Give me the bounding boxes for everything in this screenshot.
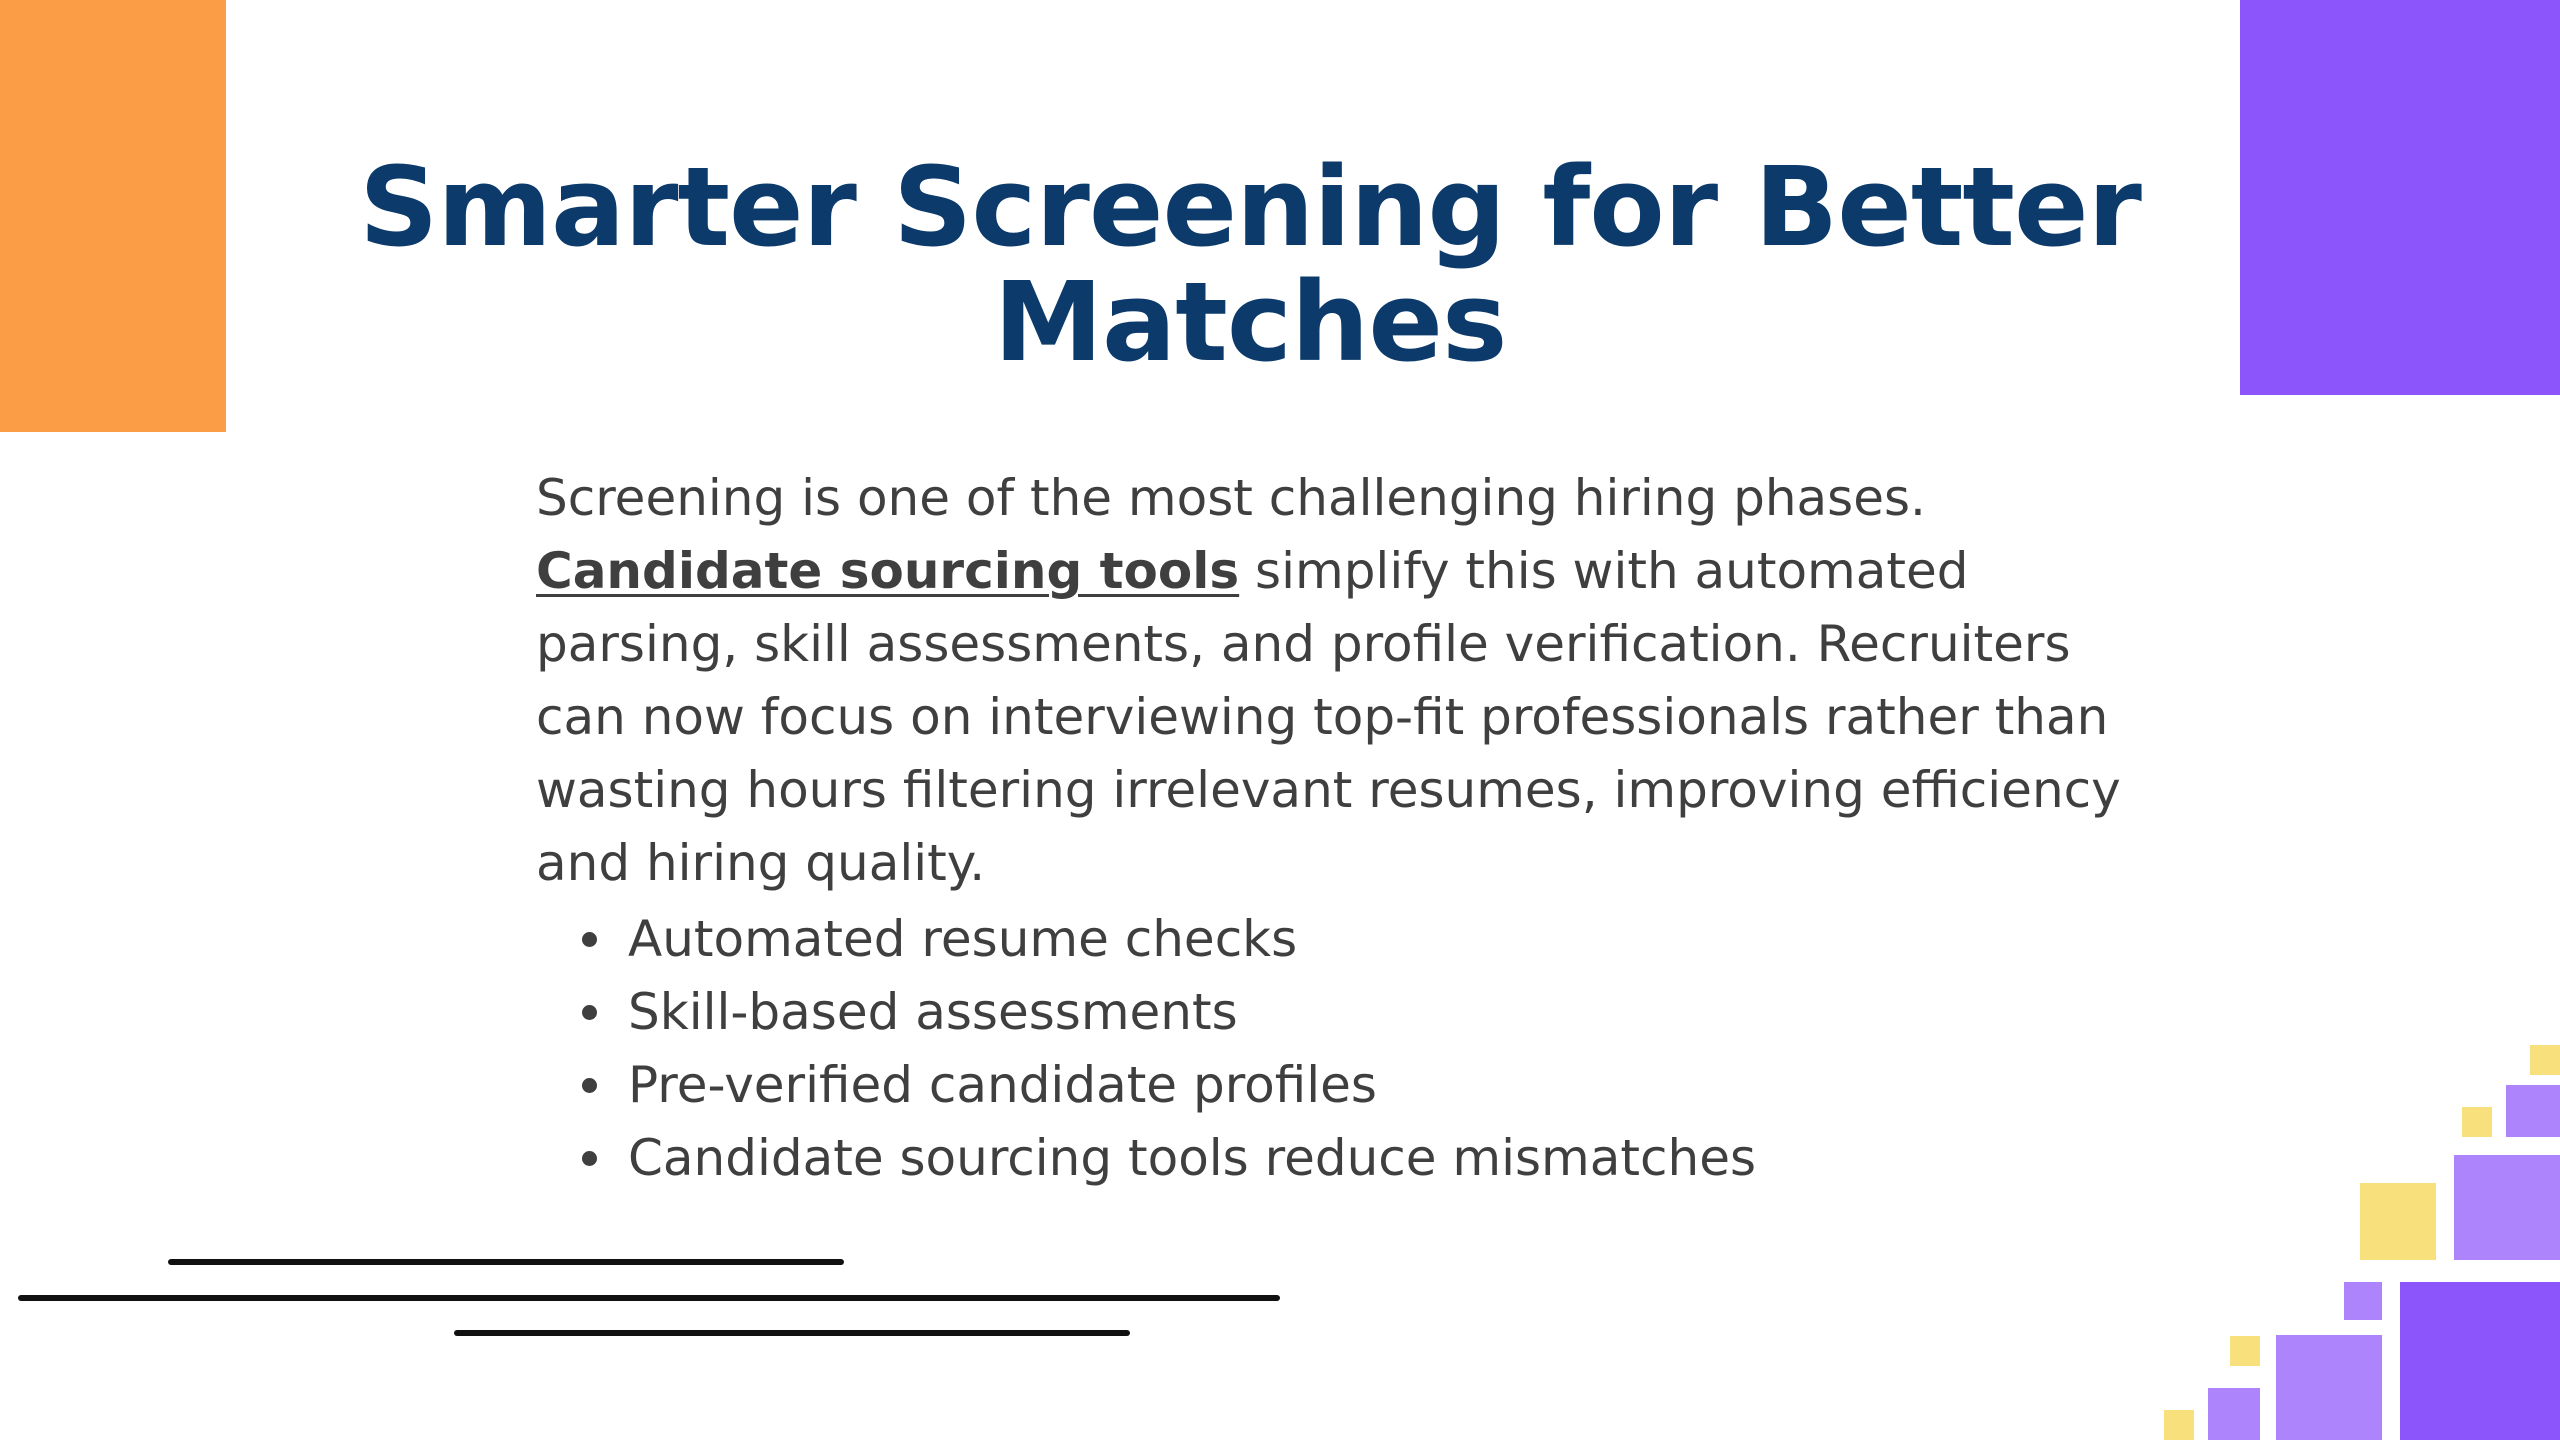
mosaic-tile-purple <box>2400 1282 2560 1440</box>
bullet-text: Candidate sourcing tools reduce mismatches <box>628 1129 1757 1187</box>
decorative-line-middle <box>18 1295 1280 1301</box>
decorative-line-bottom <box>454 1330 1130 1336</box>
bullet-text: Automated resume checks <box>628 910 1298 968</box>
mosaic-tile-yellow <box>2462 1107 2492 1137</box>
candidate-sourcing-tools-link[interactable]: Candidate sourcing tools <box>536 542 1240 600</box>
mosaic-tile-yellow <box>2360 1183 2436 1260</box>
bullet-text: Pre-verified candidate profiles <box>628 1056 1377 1114</box>
bullet-icon <box>582 1078 597 1093</box>
mosaic-tile-light-purple <box>2454 1155 2560 1260</box>
list-item <box>536 1122 1756 1195</box>
mosaic-tile-light-purple <box>2506 1085 2560 1137</box>
list-item <box>536 903 1756 976</box>
bullet-icon <box>582 932 597 947</box>
slide-title: Smarter Screening for Better Matches <box>359 143 2141 386</box>
mosaic-tile-light-purple <box>2344 1282 2382 1320</box>
body-rest: simplify this with automated parsing, skill assessments, and profile verification. Recruiters can now focus on interviewing top-fit professionals rather than wasting hours filtering irrelevant resumes, improving efficiency and hiring quality. <box>536 542 2121 892</box>
bullet-list <box>536 903 1756 1195</box>
bullet-text: Skill-based assessments <box>628 983 1238 1041</box>
list-item <box>536 1049 1756 1122</box>
mosaic-tile-yellow <box>2230 1336 2260 1366</box>
mosaic-tile-yellow <box>2164 1410 2194 1440</box>
decorative-line-top <box>168 1259 844 1265</box>
bullet-icon <box>582 1005 597 1020</box>
orange-corner-block <box>0 0 226 432</box>
mosaic-tile-yellow <box>2530 1045 2560 1075</box>
body-intro: Screening is one of the most challenging hiring phases. <box>536 469 1926 527</box>
purple-corner-block <box>2240 0 2560 395</box>
mosaic-tile-light-purple <box>2276 1335 2382 1440</box>
body-paragraph <box>536 462 2156 900</box>
list-item <box>536 976 1756 1049</box>
mosaic-tile-light-purple <box>2208 1388 2260 1440</box>
bullet-icon <box>582 1151 597 1166</box>
